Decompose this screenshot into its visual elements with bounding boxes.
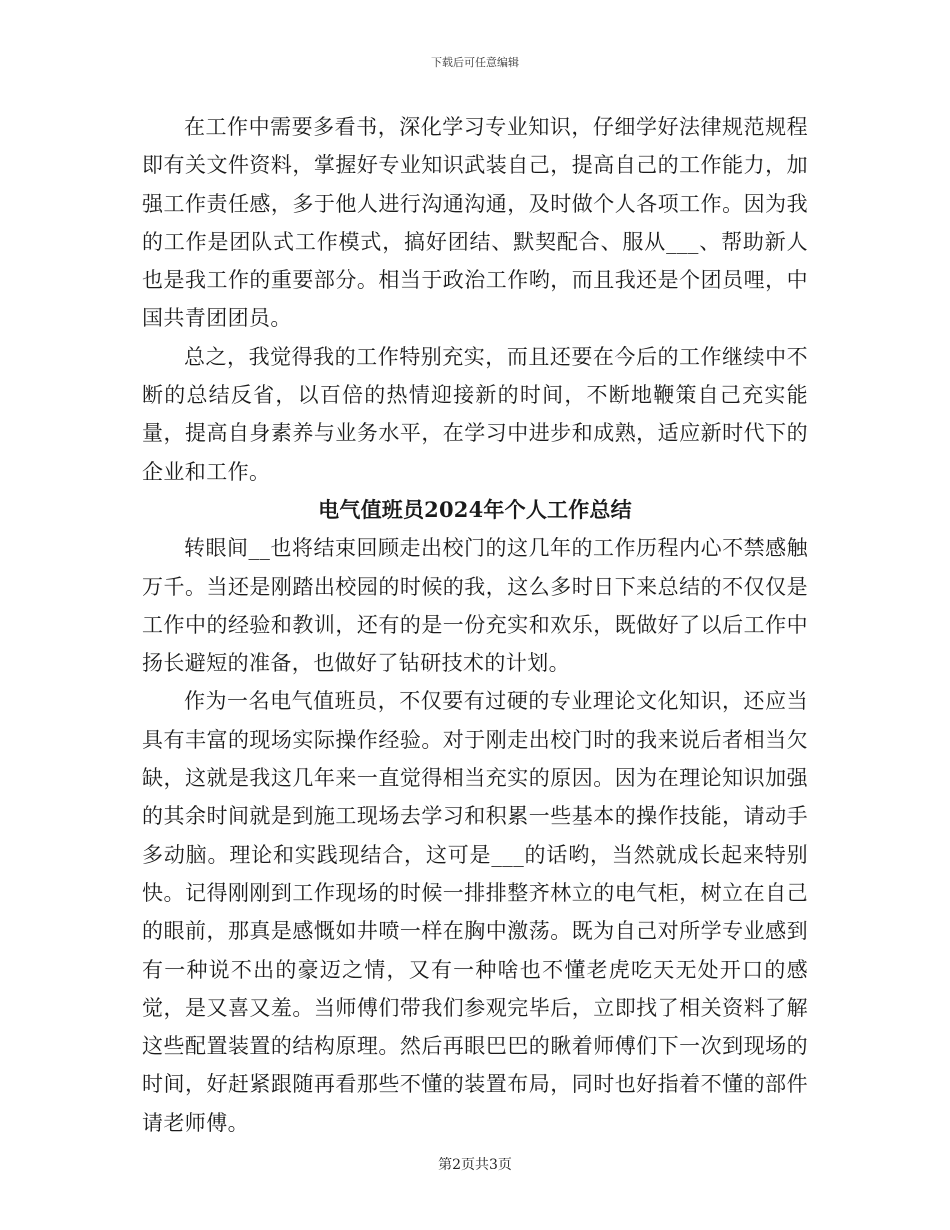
- document-body: [142, 108, 808, 1142]
- paragraph-conclusion: 总之，我觉得我的工作特别充实，而且还要在今后的工作继续中不断的总结反省，以百倍的热情迎接新的时间，不断地鞭策自己充实能量，提高自身素养与业务水平，在学习中进步和成熟，适应新时代下的企业和工作。: [142, 344, 808, 484]
- paragraph-experience: 作为一名电气值班员，不仅要有过硬的专业理论文化知识，还应当具有丰富的现场实际操作经验。对于刚走出校门时的我来说后者相当欠缺，这就是我这几年来一直觉得相当充实的原因。因为在理论知识加强的其余时间就是到施工现场去学习和积累一些基本的操作技能，请动手多动脑。理论和实践现结合，这可是___的话哟，当然就成长起来特别快。记得刚刚到工作现场的时候一排排整齐林立的电气柜，树立在自己的眼前，那真是感慨如井喷一样在胸中激荡。既为自己对所学专业感到有一种说不出的豪迈之情，又有一种啥也不懂老虎吃天无处开口的感觉，是又喜又羞。当师傅们带我们参观完毕后，立即找了相关资料了解这些配置装置的结构原理。然后再眼巴巴的瞅着师傅们下一次到现场的时间，好赶紧跟随再看那些不懂的装置布局，同时也好指着不懂的部件请老师傅。: [142, 689, 808, 1135]
- page-number-footer: 第2页共3页: [438, 1157, 512, 1173]
- page-header: 下载后可任意编辑: [431, 56, 519, 69]
- paragraph-intro: 转眼间__也将结束回顾走出校门的这几年的工作历程内心不禁感触万千。当还是刚踏出校园的时候的我，这么多时日下来总结的不仅仅是工作中的经验和教训，还有的是一份充实和欢乐，既做好了以后工作中扬长避短的准备，也做好了钻研技术的计划。: [142, 536, 808, 676]
- paragraph-work-study: 在工作中需要多看书，深化学习专业知识，仔细学好法律规范规程即有关文件资料，掌握好专业知识武装自己，提高自己的工作能力，加强工作责任感，多于他人进行沟通沟通，及时做个人各项工作。因为我的工作是团队式工作模式，搞好团结、默契配合、服从___、帮助新人也是我工作的重要部分。相当于政治工作哟，而且我还是个团员哩，中国共青团团员。: [142, 115, 808, 331]
- section-title: 电气值班员2024年个人工作总结: [318, 496, 632, 522]
